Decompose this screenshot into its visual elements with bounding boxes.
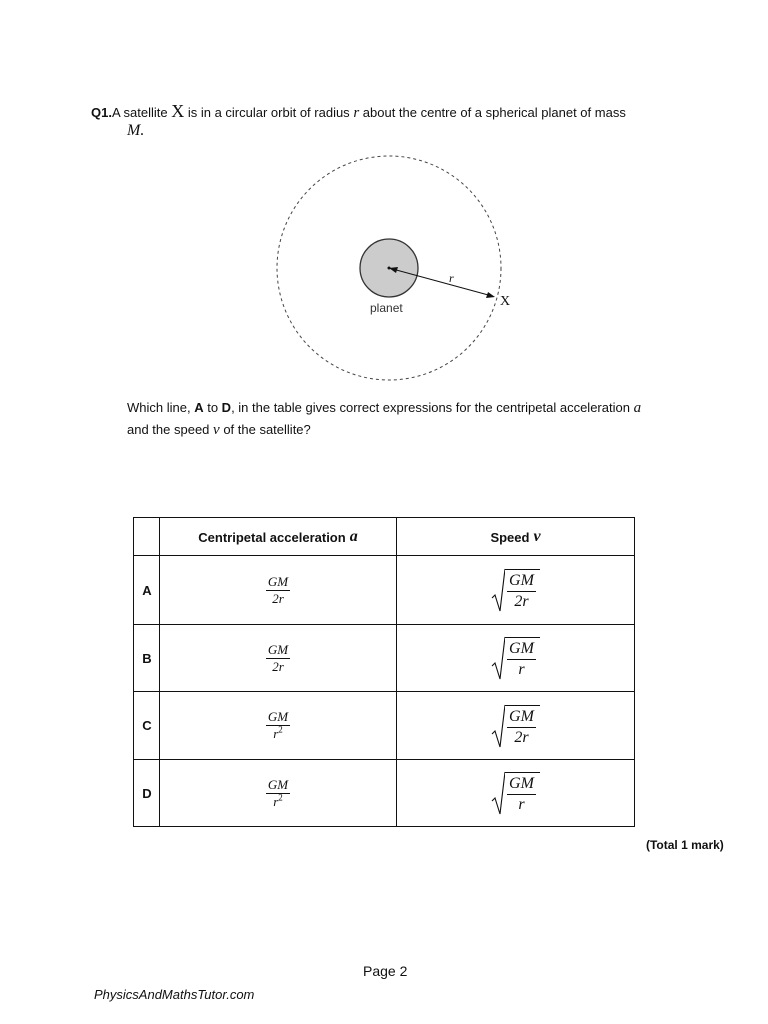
fraction-numerator: GM bbox=[507, 572, 536, 592]
fraction-denominator bbox=[272, 659, 284, 674]
denominator-exponent: 2 bbox=[278, 724, 283, 735]
denominator-text: 2r bbox=[272, 590, 284, 606]
planet-label: planet bbox=[370, 301, 403, 315]
acceleration-expression bbox=[266, 710, 290, 741]
prompt-text: Which line, bbox=[127, 400, 195, 415]
fraction-numerator: GM bbox=[267, 709, 289, 724]
fraction-numerator: GM bbox=[267, 573, 289, 589]
fraction-denominator: r bbox=[518, 796, 525, 813]
speed-symbol: v bbox=[213, 422, 220, 438]
arrowhead-satellite bbox=[486, 292, 495, 298]
question-text-part: A satellite bbox=[111, 105, 172, 120]
acceleration-expression bbox=[266, 643, 290, 674]
speed-expression bbox=[491, 771, 540, 815]
speed-cell bbox=[397, 556, 634, 624]
fraction-numerator: GM bbox=[267, 641, 289, 657]
row-letter: B bbox=[142, 650, 152, 666]
speed-expression bbox=[491, 704, 540, 748]
fraction-numerator: GM bbox=[507, 640, 536, 660]
row-letter: A bbox=[142, 582, 152, 598]
page-number: Page 2 bbox=[363, 963, 408, 979]
option-a-ref: A bbox=[194, 400, 204, 415]
acceleration-cell bbox=[160, 692, 396, 759]
question-text-part: is in a circular orbit of radius bbox=[184, 105, 354, 120]
question-prompt bbox=[127, 397, 707, 441]
total-marks: (Total 1 mark) bbox=[646, 838, 724, 852]
acceleration-symbol: a bbox=[349, 528, 358, 545]
option-d-ref: D bbox=[221, 400, 232, 415]
satellite-label: X bbox=[500, 294, 511, 309]
denominator-text: r bbox=[273, 793, 279, 809]
fraction-numerator: GM bbox=[507, 708, 536, 728]
prompt-text: , in the table gives correct expressions for the centripetal acceleration bbox=[231, 400, 634, 415]
prompt-text: to bbox=[203, 400, 222, 415]
column-header-acceleration bbox=[160, 518, 396, 556]
speed-symbol: v bbox=[533, 528, 541, 545]
satellite-symbol: X bbox=[171, 101, 185, 121]
prompt-line-2 bbox=[127, 419, 707, 441]
speed-expression bbox=[491, 568, 540, 612]
acceleration-cell bbox=[160, 760, 396, 826]
acceleration-expression bbox=[266, 778, 290, 809]
acceleration-cell bbox=[160, 556, 396, 624]
acceleration-expression bbox=[266, 575, 290, 606]
fraction-numerator: GM bbox=[267, 776, 289, 792]
sqrt-icon bbox=[491, 568, 505, 612]
footer-site-name: PhysicsAndMathsTutor.com bbox=[94, 987, 255, 1002]
planet-centre-dot bbox=[388, 267, 391, 270]
speed-cell bbox=[397, 692, 634, 759]
sqrt-icon bbox=[491, 704, 505, 748]
fraction-numerator: GM bbox=[507, 775, 536, 795]
answer-table bbox=[133, 517, 635, 827]
radius-symbol: r bbox=[353, 105, 360, 121]
question-number: Q1. bbox=[91, 105, 112, 120]
denominator-exponent: 2 bbox=[278, 792, 283, 803]
row-letter: D bbox=[142, 785, 152, 801]
sqrt-icon bbox=[491, 636, 505, 680]
row-letter: C bbox=[142, 718, 152, 733]
fraction-denominator: r bbox=[518, 661, 525, 678]
orbit-diagram bbox=[0, 0, 768, 400]
speed-cell bbox=[397, 760, 634, 826]
fraction-denominator bbox=[273, 794, 283, 809]
mass-symbol: M. bbox=[127, 122, 145, 139]
prompt-text: and the speed bbox=[127, 422, 214, 437]
denominator-text: r bbox=[273, 726, 279, 741]
column-header-label: Centripetal acceleration bbox=[198, 529, 346, 545]
denominator-text: 2r bbox=[272, 658, 284, 674]
question-text-part: about the centre of a spherical planet of mass bbox=[359, 105, 626, 120]
column-header-label: Speed bbox=[490, 529, 530, 545]
fraction-denominator: 2r bbox=[514, 728, 529, 746]
fraction-denominator bbox=[273, 726, 283, 741]
column-header-speed bbox=[397, 518, 634, 556]
prompt-text: of the satellite? bbox=[219, 422, 311, 437]
fraction-denominator bbox=[272, 591, 284, 606]
speed-expression bbox=[491, 636, 540, 680]
acceleration-symbol: a bbox=[633, 400, 642, 416]
fraction-denominator: 2r bbox=[514, 593, 529, 610]
speed-cell bbox=[397, 625, 634, 691]
prompt-line-1 bbox=[127, 397, 707, 419]
radius-label: r bbox=[449, 271, 454, 285]
sqrt-icon bbox=[491, 771, 505, 815]
acceleration-cell bbox=[160, 625, 396, 691]
